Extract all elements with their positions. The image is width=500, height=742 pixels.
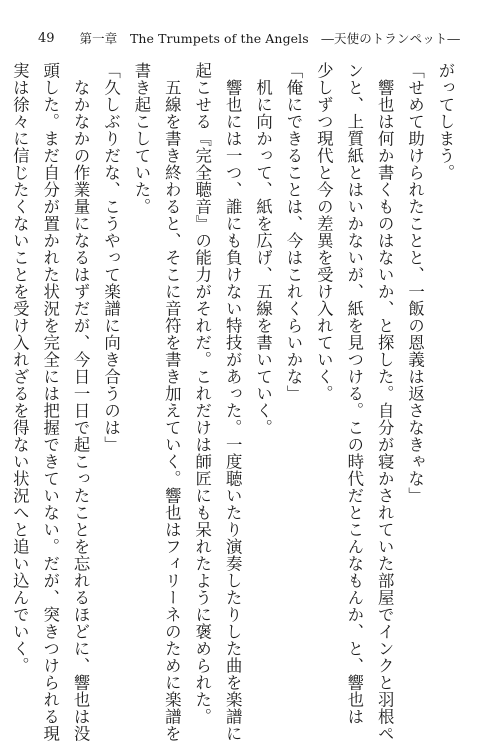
text-line: 五線を書き終わると、そこに音符を書き加えていく。響也はフィリーネのために楽譜を <box>162 62 182 742</box>
text-line: 「久しぶりだな、こうやって楽譜に向き合うのは」 <box>101 62 121 453</box>
text-line: 「せめて助けられたことと、一飯の恩義は返さなきゃな」 <box>405 62 425 504</box>
running-head: 第一章 The Trumpets of the Angels ―天使のトランペット― <box>79 31 460 46</box>
text-line: 机に向かって、紙を広げ、五線を書いていく。 <box>253 62 273 436</box>
page-header <box>38 28 460 48</box>
page-number: 49 <box>38 30 55 46</box>
text-line: 響也は何か書くものはないか、と探した。自分が寝かされていた部屋でインクと羽根ペ <box>375 62 395 742</box>
text-line: 「俺にできることは、今はこれくらいかな」 <box>283 62 303 402</box>
text-line: がってしまう。 <box>436 62 455 181</box>
text-line: 実は徐々に信じたくないことを受け入れざるを得ない状況へと追い込んでいく。 <box>10 62 30 674</box>
text-line: なかなかの作業量になるはずだが、今日一日で起こったことを忘れるほどに、響也は没 <box>71 62 91 742</box>
text-line: ンと、上質紙とはいかないが、紙を見つける。この時代だとこんなもんか、と、響也は <box>344 62 364 725</box>
body-text <box>0 62 460 742</box>
text-line: 書き起こしていた。 <box>131 62 151 215</box>
text-line: 頭した。まだ自分が置かれた状況を完全には把握できていない。だが、突きつけられる現 <box>40 62 60 742</box>
text-line: 起こせる『完全聴音』の能力がそれだ。これだけは師匠にも呆れたように褒められた。 <box>192 62 212 725</box>
text-line: 響也には一つ、誰にも負けない特技があった。一度聴いたり演奏したりした曲を楽譜に <box>223 62 243 742</box>
text-line <box>0 62 4 682</box>
text-line: 少しずつ現代と今の差異を受け入れていく。 <box>314 62 334 402</box>
